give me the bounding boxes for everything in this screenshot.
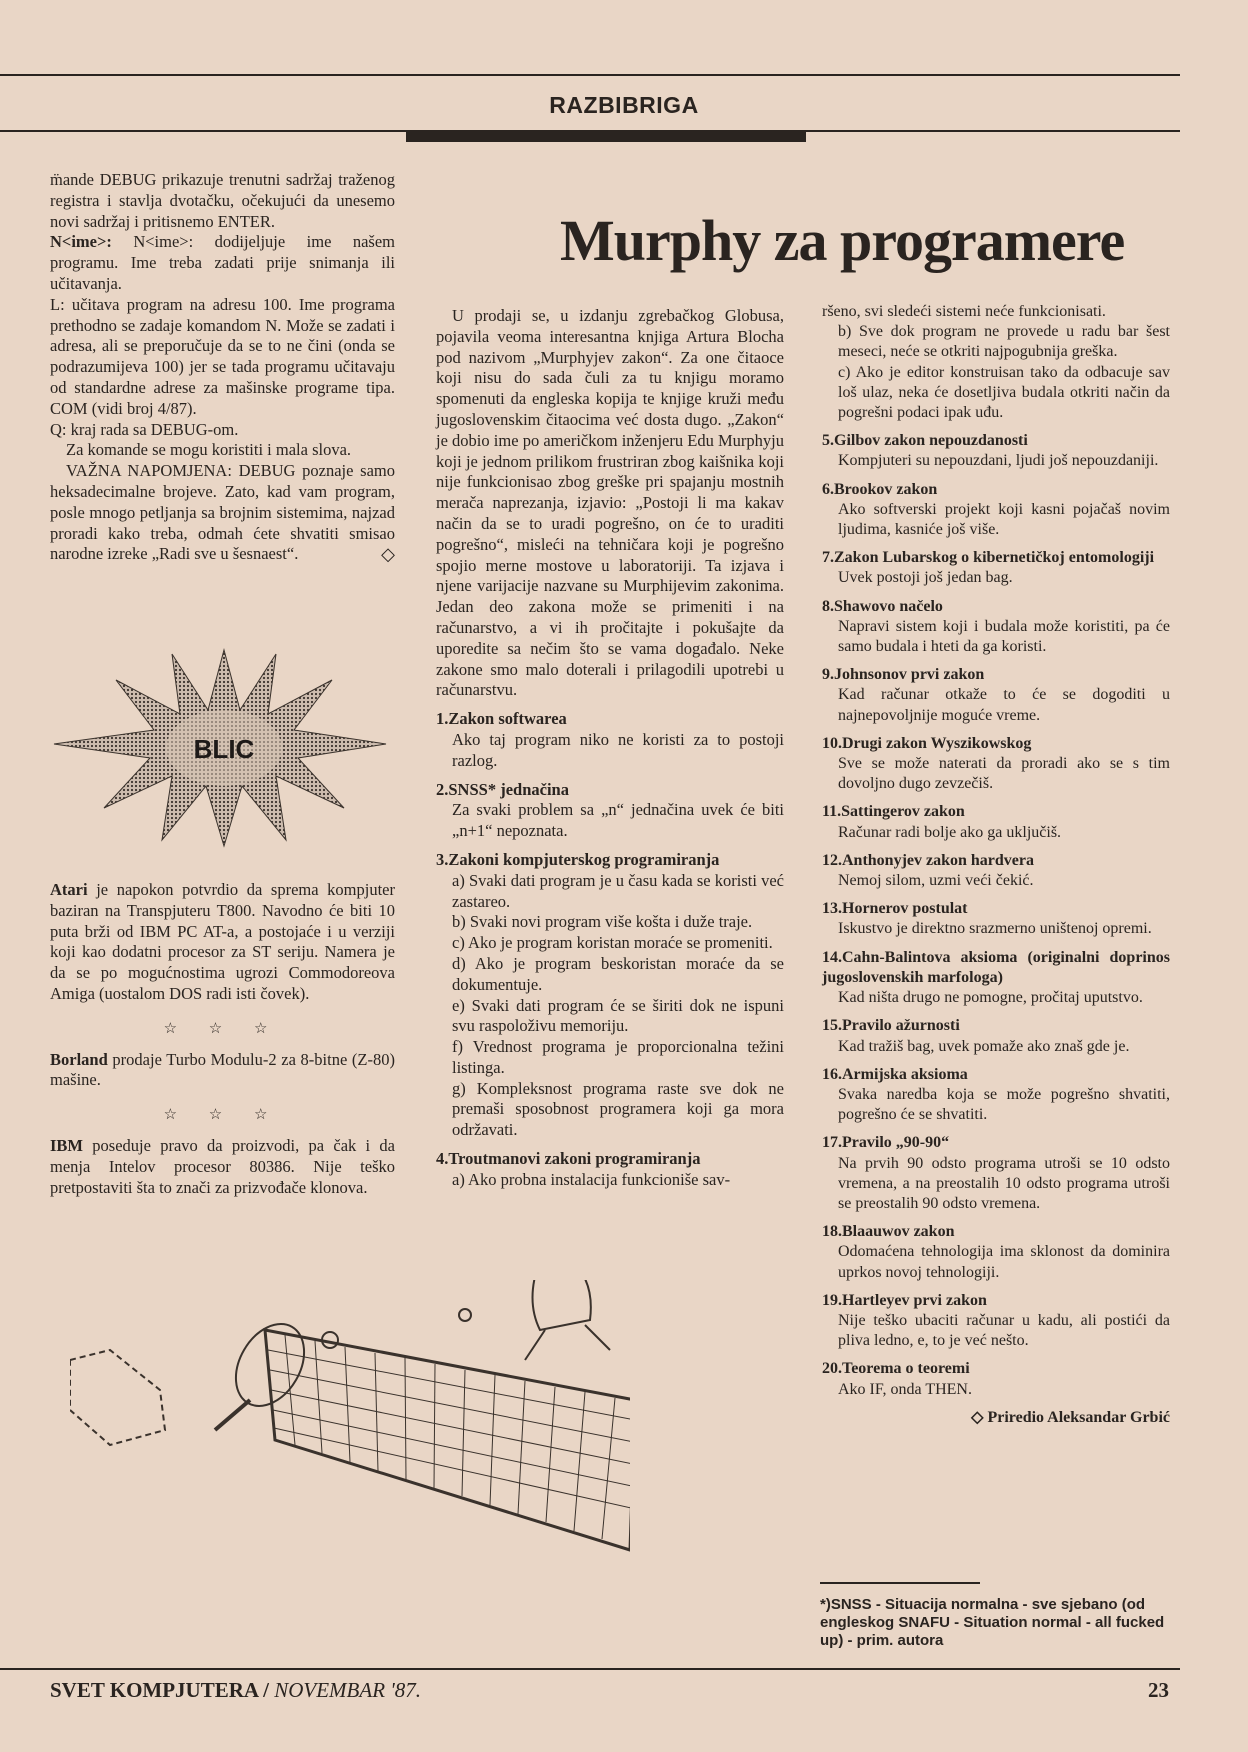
news-lead: IBM <box>50 1135 83 1155</box>
star-separator: ☆ ☆ ☆ <box>163 1107 282 1124</box>
law-heading: 2.SNSS* jednačina <box>436 779 569 799</box>
law-text: Ako IF, onda THEN. <box>838 1380 972 1398</box>
tennis-illustration <box>70 1280 630 1650</box>
law-text: g) Kompleksnost programa raste sve dok ne premaši sposobnost programera koji ga mora održavati. <box>452 1078 784 1140</box>
header-rule-top <box>0 74 1180 76</box>
intro-paragraph: U prodaji se, u izdanju zgrebačkog Globusa, pojavila veoma interesantna knjiga Artura Blocha pod nazivom „Murphyjev zakon“. Za one čitaoce koji nisu do sada čuli za tu knjigu moramo spomenuti da engleska kopija te knjige kruži među jugoslovenskim čitaocima već dosta dugo. „Zakon“ je dobio ime po američkom inženjeru Edu Murphyju koji je jednom prilikom frustriran zbog kaišnika koji nije funkcionisao zbog greške pri spajanju mostnih merača naprezanja, izjavio: „Postoji li ma kakav način da se to uradi pogrešno, on će to uraditi pogrešno“, misleći na tehničara koji je pogrešno spojio merne mostove u laboratoriji. Ta izjava i njene varijacije nazvane su Murphijevim zakonima. Jedan deo zakona može se primeniti i na računarstvo, a vi ih pročitajte i pokušajte da uporedite sa nečim što se vama događalo. Neke zakone smo malo doterali i prilagodili upotrebi u računarstvu. <box>436 306 784 700</box>
debug-para <box>50 461 395 565</box>
law-text: Ako taj program niko ne koristi za to postoji razlog. <box>452 729 784 770</box>
law-text: c) Ako je program koristan moraće se promeniti. <box>452 933 773 953</box>
footnote-rule <box>820 1582 980 1584</box>
law-heading: 16.Armijska aksioma <box>822 1065 968 1083</box>
law-heading: 20.Teorema o teoremi <box>822 1360 970 1378</box>
magazine-name: SVET KOMPJUTERA / <box>50 1678 269 1702</box>
news-text: prodaje Turbo Modulu-2 za 8-bitne (Z-80) mašine. <box>50 1049 395 1090</box>
law-text: b) Svaki novi program više košta i duže traje. <box>452 912 753 932</box>
news-lead: Borland <box>50 1049 108 1069</box>
debug-text: VAŽNA NAPOMJENA: DEBUG poznaje samo heksadecimalne brojeve. Zato, kad vam program, posle mnogo petljanja sa brojnim sistemima, najzad proradi kako treba, odmah ćete shvatiti smisao narodne izreke „Radi sve u šesnaest“. <box>50 461 395 564</box>
author-signature: ◇ Priredio Aleksandar Grbić <box>971 1408 1170 1426</box>
law-text: Napravi sistem koji i budala može koristiti, pa će samo budala i hteti da ga koristi. <box>838 617 1170 656</box>
law-heading: 11.Sattingerov zakon <box>822 803 965 821</box>
law-heading: 14.Cahn-Balintova aksioma (originalni doprinos jugoslovenskih marfologa) <box>822 948 1170 986</box>
left-column-debug <box>50 170 395 565</box>
law-text: Kad ništa drugo ne pomogne, pročitaj uputstvo. <box>838 989 1143 1007</box>
news-item <box>50 1136 395 1198</box>
issue-date: NOVEMBAR '87. <box>274 1678 422 1702</box>
law-text: Kompjuteri su nepouzdani, ljudi još nepouzdaniji. <box>838 452 1159 470</box>
middle-column <box>436 306 784 1191</box>
law-heading: 5.Gilbov zakon nepouzdanosti <box>822 432 1028 450</box>
law-text: a) Svaki dati program je u času kada se koristi već zastareo. <box>452 870 784 911</box>
law-text: Odomaćena tehnologija ima sklonost da dominira uprkos novoj tehnologiji. <box>838 1243 1170 1281</box>
law-text: Uvek postoji još jedan bag. <box>838 569 1013 587</box>
law-text: a) Ako probna instalacija funkcioniše sav- <box>452 1169 731 1189</box>
blic-starburst <box>50 640 398 850</box>
law-heading: 18.Blaauwov zakon <box>822 1223 955 1241</box>
law-heading: 17.Pravilo „90-90“ <box>822 1134 950 1152</box>
law-heading: 4.Troutmanovi zakoni programiranja <box>436 1149 701 1169</box>
page-number: 23 <box>1148 1678 1169 1702</box>
law-text: Kad tražiš bag, uvek pomaže ako znaš gde je. <box>838 1037 1130 1055</box>
debug-para: L: učitava program na adresu 100. Ime programa prethodno se zadaje komandom N. Može se zadati i adresa, ali se preporučuje da se to ne čini (onda se podrazumijeva 100) jer se tada programu učitavaju od standardne adrese za mašinske programe tipa. COM (vidi broj 4/87). <box>50 294 395 418</box>
law-heading: 13.Hornerov postulat <box>822 900 968 918</box>
law-heading: 7.Zakon Lubarskog o kibernetičkoj entomologiji <box>822 549 1155 567</box>
debug-text: N<ime>: dodijeljuje ime našem programu. Ime treba zadati prije snimanja ili učitavanja. <box>50 232 395 293</box>
blic-label: BLIC <box>193 733 255 764</box>
law-text: Iskustvo je direktno srazmerno uništenoj opremi. <box>838 920 1152 938</box>
footnote: *)SNSS - Situacija normalna - sve sjebano (od engleskog SNAFU - Situation normal - all fucked up) - prim. autora <box>820 1596 1165 1649</box>
law-text: Nemoj silom, uzmi veći čekić. <box>838 872 1034 890</box>
debug-para: N<ime>: N<ime>: dodijeljuje ime našem programu. Ime treba zadati prije snimanja ili učitavanja. <box>50 232 395 293</box>
law-heading: 6.Brookov zakon <box>822 480 938 498</box>
law-text: e) Svaki dati program će se širiti dok ne ispuni svu raspoloživu memoriju. <box>452 995 784 1036</box>
article-title: Murphy za programere <box>560 208 1125 273</box>
law-heading: 15.Pravilo ažurnosti <box>822 1017 960 1035</box>
law-text: Računar radi bolje ako ga uključiš. <box>838 823 1062 841</box>
news-text: poseduje pravo da proizvodi, pa čak i da menja Intelov procesor 80386. Nije teško pretpostaviti šta to znači za prizvođače klonova. <box>50 1135 395 1197</box>
debug-para: Za komande se mogu koristiti i mala slova. <box>66 440 352 460</box>
law-heading: 10.Drugi zakon Wyszikowskog <box>822 734 1032 752</box>
debug-para: m̈ande DEBUG prikazuje trenutni sadržaj traženog registra i stavlja dvotačku, očekujući da unesemo novi sadržaj i pritisnemo ENTER. <box>50 170 395 231</box>
law-heading: 3.Zakoni kompjuterskog programiranja <box>436 849 720 869</box>
debug-para: Q: kraj rada sa DEBUG-om. <box>50 419 239 439</box>
law-text: f) Vrednost programa je proporcionalna težini listinga. <box>452 1037 784 1077</box>
left-column-news <box>50 880 395 1198</box>
star-separator: ☆ ☆ ☆ <box>163 1020 282 1037</box>
law-text: Kad računar otkaže to će se dogoditi u najnepovoljnije moguće vreme. <box>838 686 1170 724</box>
footer-rule <box>0 1668 1180 1670</box>
news-text: je napokon potvrdio da sprema kompjuter baziran na Transpjuteru T800. Navodno će biti 10 puta brži od IBM PC AT-a, a postojaće i u verziji koji kao dodatni procesor za ST seriju. Namera je da se po mogućnostima ugrozi Commodoreova Amiga (uostalom DOS radi isti čovek). <box>50 880 395 1003</box>
law-text: Na prvih 90 odsto programa utroši se 10 odsto vremena, a na preostalih 10 odsto programa utroši se preostalih 90 odsto vremena. <box>838 1154 1170 1212</box>
law-text: Sve se može naterati da proradi ako se s tim dovoljno dugo zevzečiš. <box>838 755 1170 793</box>
law-heading: 12.Anthonyjev zakon hardvera <box>822 851 1035 869</box>
news-item <box>50 880 395 1005</box>
law-heading: 19.Hartleyev prvi zakon <box>822 1291 987 1309</box>
header-accent-bar <box>406 130 806 142</box>
footer-left <box>50 1678 421 1703</box>
law-text: Za svaki problem sa „n“ jednačina uvek će biti „n+1“ nepoznata. <box>452 800 784 841</box>
news-item <box>50 1050 395 1092</box>
law-heading: 8.Shawovo načelo <box>822 597 943 615</box>
law-text: ršeno, svi sledeći sistemi neće funkcionisati. <box>822 303 1106 320</box>
news-lead: Atari <box>50 880 88 899</box>
law-text: b) Sve dok program ne provede u radu bar šest meseci, neće se otkriti najpogubnija greška. <box>838 323 1170 361</box>
law-text: Ako softverski projekt koji kasni pojačaš novim ljudima, kasniće još više. <box>838 500 1170 539</box>
right-column <box>822 302 1170 1428</box>
law-text: Svaka naredba koja se može pogrešno shvatiti, pogrešno će se shvatiti. <box>838 1085 1170 1124</box>
law-text: d) Ako je program beskoristan moraće da se dokumentuje. <box>452 953 784 994</box>
section-title: RAZBIBRIGA <box>549 92 699 118</box>
law-text: c) Ako je editor konstruisan tako da odbacuje sav loš ulaz, neka će dosetljiva budala otkriti način da pogrešni podaci ipak uđu. <box>838 363 1170 422</box>
law-heading: 9.Johnsonov prvi zakon <box>822 666 985 684</box>
law-heading: 1.Zakon softwarea <box>436 709 567 729</box>
end-mark: ◇ <box>381 544 395 565</box>
law-text: Nije teško ubaciti računar u kadu, ali postići da pliva ledno, e, to je već nešto. <box>838 1311 1170 1350</box>
